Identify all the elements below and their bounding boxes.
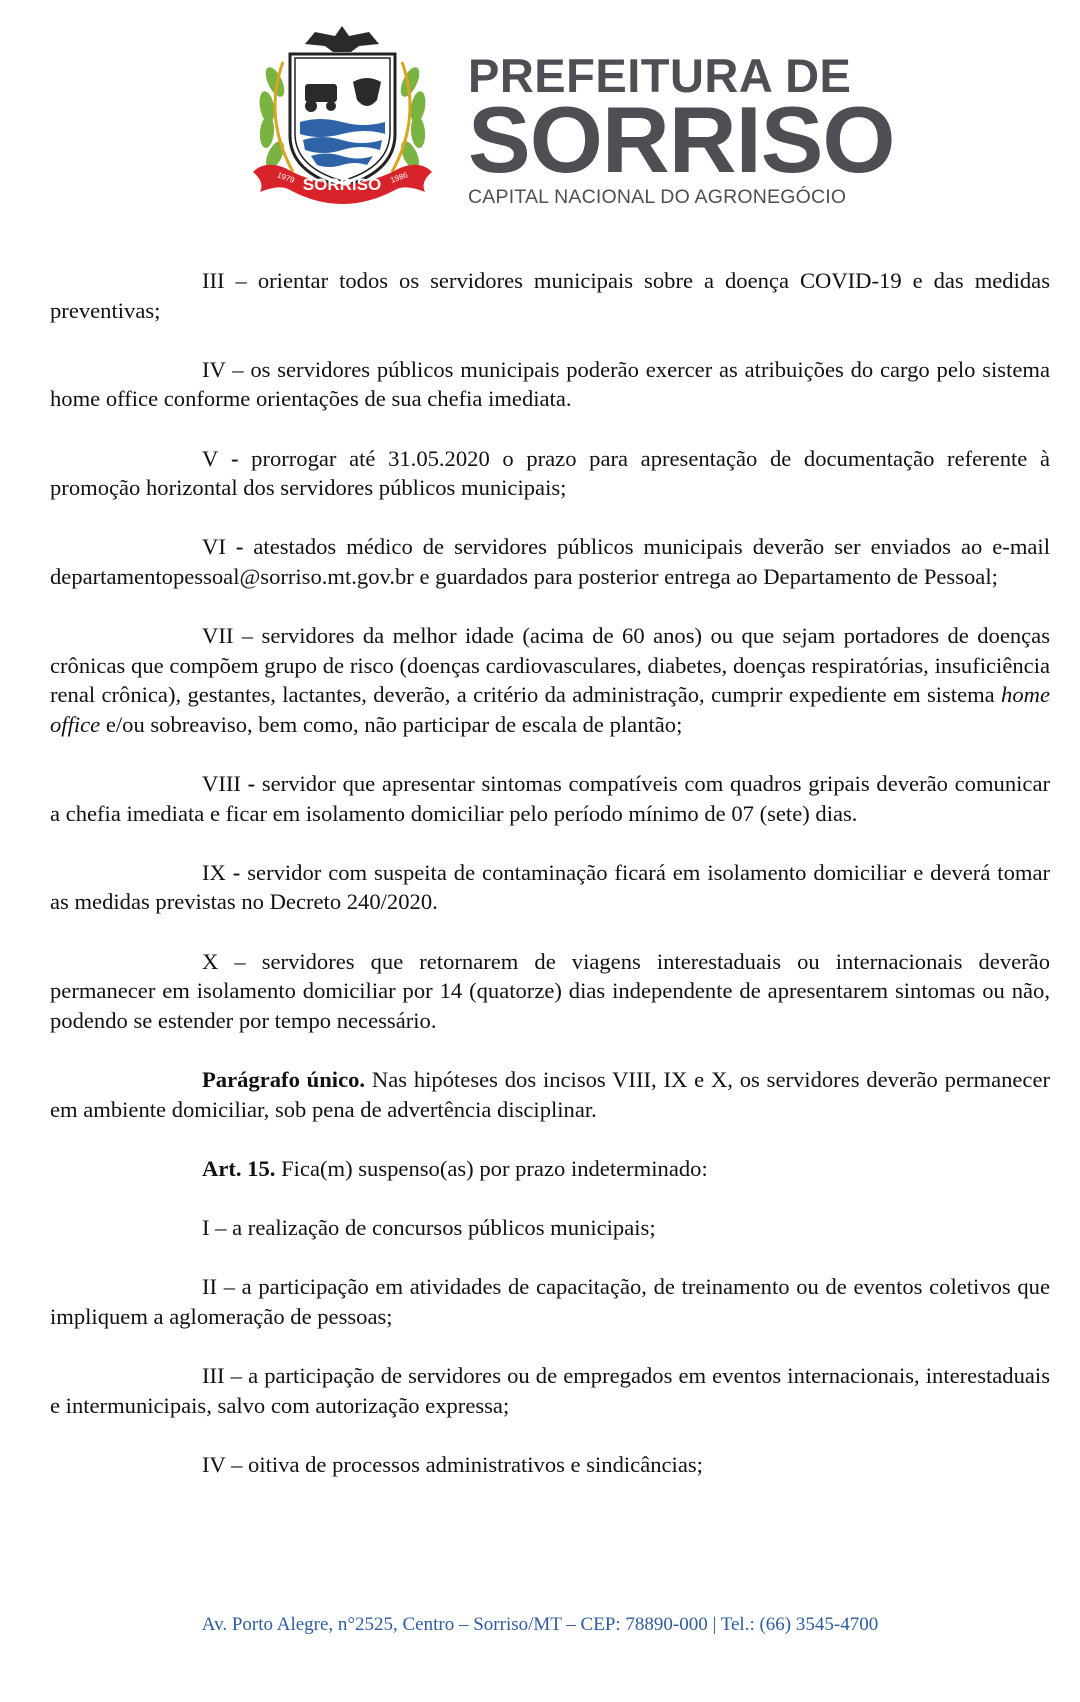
brand-city-name: SORRISO bbox=[468, 87, 895, 192]
laurel-right bbox=[392, 62, 428, 172]
brand-top-line: PREFEITURA DE bbox=[468, 49, 852, 102]
crest-ribbon-text: SORRISO bbox=[302, 175, 382, 194]
inciso-vi: VI - atestados médico de servidores públicos municipais deverão ser enviados ao e-mail departamentopessoal@sorriso.mt.gov.br e guardados para posterior entrega ao Departamento de Pessoal; bbox=[50, 534, 1050, 589]
document-body bbox=[50, 266, 1050, 1509]
paragrafo-unico: Parágrafo único. Nas hipóteses dos incisos VIII, IX e X, os servidores deverão permanecer em ambiente domiciliar, sob pena de advertência disciplinar. bbox=[50, 1067, 1051, 1122]
art15-inciso-ii: II – a participação em atividades de capacitação, de treinamento ou de eventos coletivos que impliquem a aglomeração de pessoas; bbox=[50, 1274, 1050, 1329]
inciso-ix: IX - servidor com suspeita de contaminação ficará em isolamento domiciliar e deverá tomar as medidas previstas no Decreto 240/2020. bbox=[50, 859, 1050, 915]
laurel-left bbox=[257, 62, 293, 172]
inciso-viii: VIII - servidor que apresentar sintomas compatíveis com quadros gripais deverão comunicar a chefia imediata e ficar em isolamento domiciliar pelo período mínimo de 07 (sete) dias. bbox=[50, 771, 1050, 826]
letterhead bbox=[0, 0, 1080, 230]
footer-address: Av. Porto Alegre, n°2525, Centro – Sorriso/MT – CEP: 78890-000 | Tel.: (66) 3545-4700 bbox=[201, 1614, 879, 1635]
brand-wordmark bbox=[468, 49, 895, 210]
art15-inciso-iv: IV – oitiva de processos administrativos e sindicâncias; bbox=[202, 1451, 703, 1477]
art15-inciso-iii: III – a participação de servidores ou de empregados em eventos internacionais, interestaduais e intermunicipais, salvo com autorização expressa; bbox=[50, 1362, 1050, 1418]
inciso-v: V - prorrogar até 31.05.2020 o prazo para apresentação de documentação referente à promoção horizontal dos servidores públicos municipais; bbox=[50, 445, 1050, 501]
inciso-vii: VII – servidores da melhor idade (acima de 60 anos) ou que sejam portadores de doenças crônicas que compõem grupo de risco (doenças cardiovasculares, diabetes, doenças respiratórias, insuficiência renal crônica), gestantes, lactantes, deverão, a critério da administração, cumprir expediente em sistema home office e/ou sobreaviso, bem como, não participar de escala de plantão; bbox=[50, 623, 1050, 737]
art15-inciso-i: I – a realização de concursos públicos municipais; bbox=[202, 1215, 656, 1240]
inciso-iv: IV – os servidores públicos municipais poderão exercer as atribuições do cargo pelo sistema home office conforme orientações de sua chefia imediata. bbox=[50, 356, 1050, 412]
crest-year-left: 1979 bbox=[275, 170, 296, 185]
crest-year-right: 1986 bbox=[389, 170, 410, 185]
municipal-crest-logo bbox=[245, 22, 440, 212]
inciso-iii: III – orientar todos os servidores municipais sobre a doença COVID-19 e das medidas preventivas; bbox=[50, 268, 1050, 323]
inciso-x: X – servidores que retornarem de viagens interestaduais ou internacionais deverão permanecer em isolamento domiciliar por 14 (quatorze) dias independente de apresentarem sintomas ou não, podendo se estender por tempo necessário. bbox=[50, 948, 1051, 1033]
article-15-heading: Art. 15. Fica(m) suspenso(as) por prazo indeterminado: bbox=[202, 1155, 708, 1181]
brand-tagline: CAPITAL NACIONAL DO AGRONEGÓCIO bbox=[468, 186, 847, 208]
